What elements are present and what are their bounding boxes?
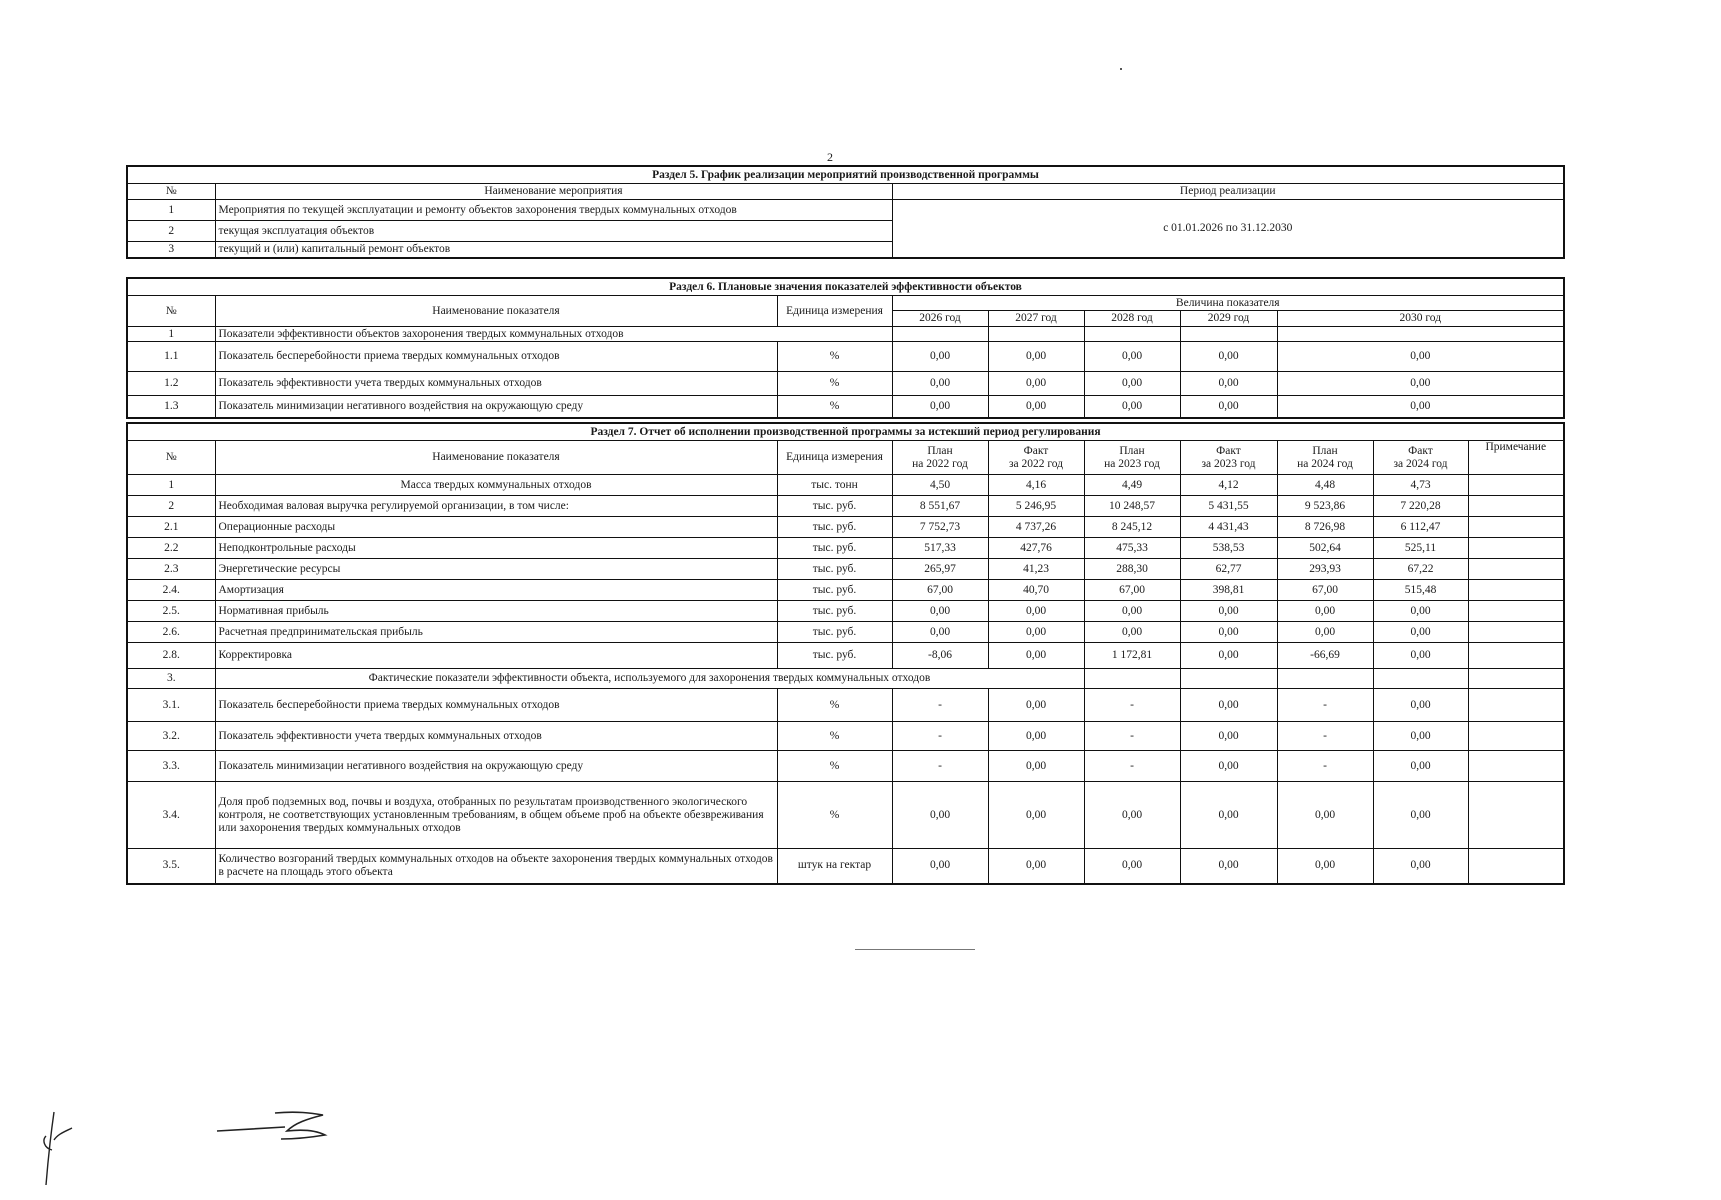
row-value: 4,50 bbox=[892, 475, 988, 496]
note-cell bbox=[1468, 722, 1564, 751]
section7-table bbox=[126, 422, 1565, 885]
section7-title: Раздел 7. Отчет об исполнении производственной программы за истекший период регулирования bbox=[127, 423, 1564, 441]
row-unit: тыс. тонн bbox=[777, 475, 892, 496]
note-cell bbox=[1468, 689, 1564, 722]
table-row bbox=[127, 849, 1564, 884]
row-value: 0,00 bbox=[892, 849, 988, 884]
table-row bbox=[127, 580, 1564, 601]
row-value: 7 220,28 bbox=[1373, 496, 1468, 517]
row-name: Неподконтрольные расходы bbox=[215, 538, 777, 559]
table-row bbox=[127, 751, 1564, 782]
row-value: - bbox=[892, 722, 988, 751]
row-name: Показатель бесперебойности приема твердых коммунальных отходов bbox=[215, 342, 777, 372]
row-value: 265,97 bbox=[892, 559, 988, 580]
row-value: 0,00 bbox=[1277, 601, 1373, 622]
empty-cell bbox=[1084, 669, 1180, 689]
section6-group-no: 1 bbox=[127, 327, 215, 342]
row-value: 0,00 bbox=[1084, 622, 1180, 643]
row-unit: тыс. руб. bbox=[777, 538, 892, 559]
table-row bbox=[127, 396, 1564, 418]
separator-line bbox=[855, 949, 975, 950]
row-value: 0,00 bbox=[1084, 342, 1180, 372]
table-row-name: текущая эксплуатация объектов bbox=[215, 221, 892, 242]
row-value: 293,93 bbox=[1277, 559, 1373, 580]
note-cell bbox=[1468, 849, 1564, 884]
row-value: 0,00 bbox=[1373, 849, 1468, 884]
row-value: 0,00 bbox=[988, 689, 1084, 722]
row-value: 0,00 bbox=[1180, 622, 1277, 643]
row-value: 62,77 bbox=[1180, 559, 1277, 580]
row-value: 427,76 bbox=[988, 538, 1084, 559]
section7-rows bbox=[127, 475, 1564, 669]
table-row bbox=[127, 475, 1564, 496]
row-value: 0,00 bbox=[988, 643, 1084, 669]
row-value: 0,00 bbox=[892, 601, 988, 622]
table-row bbox=[127, 601, 1564, 622]
row-no: 1.2 bbox=[127, 372, 215, 396]
row-value: 4,12 bbox=[1180, 475, 1277, 496]
row-unit: % bbox=[777, 396, 892, 418]
period-year: за 2023 год bbox=[1201, 457, 1256, 470]
row-value: 5 246,95 bbox=[988, 496, 1084, 517]
note-cell bbox=[1468, 559, 1564, 580]
row-name: Показатель минимизации негативного воздействия на окружающую среду bbox=[215, 751, 777, 782]
row-value: - bbox=[1277, 689, 1373, 722]
row-name: Расчетная предпринимательская прибыль bbox=[215, 622, 777, 643]
period-kind: Факт bbox=[1408, 444, 1433, 457]
row-value: 10 248,57 bbox=[1084, 496, 1180, 517]
row-value: 475,33 bbox=[1084, 538, 1180, 559]
signature-mark-right bbox=[215, 1105, 335, 1145]
empty-cell bbox=[1180, 669, 1277, 689]
table-row bbox=[127, 643, 1564, 669]
row-no: 2.1 bbox=[127, 517, 215, 538]
section6-table bbox=[126, 277, 1565, 419]
row-unit: тыс. руб. bbox=[777, 496, 892, 517]
row-value: 0,00 bbox=[988, 722, 1084, 751]
table-row bbox=[127, 689, 1564, 722]
row-name: Операционные расходы bbox=[215, 517, 777, 538]
section7-period-header bbox=[1084, 441, 1180, 475]
row-value: 0,00 bbox=[988, 751, 1084, 782]
row-value: 515,48 bbox=[1373, 580, 1468, 601]
empty-cell bbox=[1468, 669, 1564, 689]
section5-col-period: Период реализации bbox=[892, 184, 1564, 200]
table-row bbox=[127, 782, 1564, 849]
row-value: 8 551,67 bbox=[892, 496, 988, 517]
row-value: 67,22 bbox=[1373, 559, 1468, 580]
row-no: 2 bbox=[127, 496, 215, 517]
row-value: 0,00 bbox=[1084, 601, 1180, 622]
section6-group-name: Показатели эффективности объектов захоронения твердых коммунальных отходов bbox=[215, 327, 892, 342]
period-year: на 2024 год bbox=[1297, 457, 1353, 470]
row-value: 0,00 bbox=[1084, 372, 1180, 396]
row-value: 4 737,26 bbox=[988, 517, 1084, 538]
period-kind: План bbox=[927, 444, 953, 457]
table-row bbox=[127, 342, 1564, 372]
row-unit: % bbox=[777, 751, 892, 782]
row-value: 398,81 bbox=[1180, 580, 1277, 601]
row-unit: тыс. руб. bbox=[777, 580, 892, 601]
row-value: 517,33 bbox=[892, 538, 988, 559]
row-value: 0,00 bbox=[1180, 396, 1277, 418]
table-row bbox=[127, 517, 1564, 538]
row-name: Показатель эффективности учета твердых коммунальных отходов bbox=[215, 372, 777, 396]
row-value: 0,00 bbox=[1180, 751, 1277, 782]
section5-table bbox=[126, 165, 1565, 259]
row-value: 40,70 bbox=[988, 580, 1084, 601]
row-unit: тыс. руб. bbox=[777, 643, 892, 669]
row-no: 1 bbox=[127, 475, 215, 496]
table-row bbox=[127, 372, 1564, 396]
row-no: 2.2 bbox=[127, 538, 215, 559]
row-value: 4 431,43 bbox=[1180, 517, 1277, 538]
row-no: 1.3 bbox=[127, 396, 215, 418]
table-row bbox=[127, 622, 1564, 643]
period-year: за 2024 год bbox=[1393, 457, 1448, 470]
period-kind: Факт bbox=[1023, 444, 1049, 457]
section5-col-name: Наименование мероприятия bbox=[215, 184, 892, 200]
period-year: на 2022 год bbox=[912, 457, 968, 470]
row-name: Энергетические ресурсы bbox=[215, 559, 777, 580]
empty-cell bbox=[1277, 669, 1373, 689]
row-name: Количество возгораний твердых коммунальных отходов на объекте захоронения твердых коммунальных отходов в расчете на площадь этого объекта bbox=[215, 849, 777, 884]
row-value: 1 172,81 bbox=[1084, 643, 1180, 669]
row-value: 0,00 bbox=[1180, 643, 1277, 669]
row-value: 8 245,12 bbox=[1084, 517, 1180, 538]
row-no: 3.3. bbox=[127, 751, 215, 782]
table-row bbox=[127, 496, 1564, 517]
row-value: 5 431,55 bbox=[1180, 496, 1277, 517]
section7-col-no: № bbox=[127, 441, 215, 475]
row-value: 4,49 bbox=[1084, 475, 1180, 496]
row-value: 0,00 bbox=[1277, 342, 1564, 372]
row-value: 502,64 bbox=[1277, 538, 1373, 559]
period-year: на 2023 год bbox=[1104, 457, 1160, 470]
period-year: за 2022 год bbox=[1008, 457, 1064, 470]
section7-period-header bbox=[892, 441, 988, 475]
row-unit: % bbox=[777, 782, 892, 849]
section6-year: 2028 год bbox=[1084, 311, 1180, 327]
row-value: 0,00 bbox=[892, 622, 988, 643]
note-cell bbox=[1468, 580, 1564, 601]
scan-artifact-dot bbox=[1120, 68, 1122, 70]
row-value: 4,73 bbox=[1373, 475, 1468, 496]
row-value: 0,00 bbox=[892, 342, 988, 372]
row-no: 1.1 bbox=[127, 342, 215, 372]
row-no: 3.2. bbox=[127, 722, 215, 751]
note-cell bbox=[1468, 475, 1564, 496]
table-row-no: 1 bbox=[127, 200, 215, 221]
table-row-name: текущий и (или) капитальный ремонт объектов bbox=[215, 242, 892, 258]
row-value: 0,00 bbox=[988, 342, 1084, 372]
row-value: 525,11 bbox=[1373, 538, 1468, 559]
note-cell bbox=[1468, 496, 1564, 517]
row-value: -8,06 bbox=[892, 643, 988, 669]
section7-period-header bbox=[988, 441, 1084, 475]
note-cell bbox=[1468, 517, 1564, 538]
row-value: -66,69 bbox=[1277, 643, 1373, 669]
row-value: 0,00 bbox=[1277, 622, 1373, 643]
row-name: Показатель эффективности учета твердых коммунальных отходов bbox=[215, 722, 777, 751]
row-value: 0,00 bbox=[988, 622, 1084, 643]
row-no: 2.8. bbox=[127, 643, 215, 669]
row-value: - bbox=[1084, 689, 1180, 722]
row-value: - bbox=[1084, 722, 1180, 751]
row-no: 2.5. bbox=[127, 601, 215, 622]
section7-group3-no: 3. bbox=[127, 669, 215, 689]
row-value: 0,00 bbox=[988, 782, 1084, 849]
row-unit: штук на гектар bbox=[777, 849, 892, 884]
row-value: 0,00 bbox=[892, 396, 988, 418]
section6-title: Раздел 6. Плановые значения показателей эффективности объектов bbox=[127, 278, 1564, 296]
row-value: 0,00 bbox=[1373, 722, 1468, 751]
section7-rows3 bbox=[127, 689, 1564, 884]
row-value: 4,48 bbox=[1277, 475, 1373, 496]
period-kind: План bbox=[1312, 444, 1338, 457]
row-unit: тыс. руб. bbox=[777, 517, 892, 538]
row-value: 0,00 bbox=[1180, 342, 1277, 372]
row-value: 0,00 bbox=[892, 782, 988, 849]
signature-mark-left bbox=[34, 1100, 84, 1190]
row-value: 0,00 bbox=[1277, 396, 1564, 418]
row-value: 0,00 bbox=[1277, 849, 1373, 884]
note-cell bbox=[1468, 601, 1564, 622]
row-value: 0,00 bbox=[988, 849, 1084, 884]
row-value: - bbox=[1277, 751, 1373, 782]
section7-period-header bbox=[1373, 441, 1468, 475]
section6-year: 2027 год bbox=[988, 311, 1084, 327]
row-value: 0,00 bbox=[988, 372, 1084, 396]
section5-period-value: с 01.01.2026 по 31.12.2030 bbox=[892, 200, 1564, 258]
row-value: - bbox=[892, 751, 988, 782]
row-value: 538,53 bbox=[1180, 538, 1277, 559]
row-value: 0,00 bbox=[1373, 751, 1468, 782]
table-row-no: 2 bbox=[127, 221, 215, 242]
row-value: 8 726,98 bbox=[1277, 517, 1373, 538]
section6-year: 2030 год bbox=[1277, 311, 1564, 327]
row-no: 3.1. bbox=[127, 689, 215, 722]
section7-col-name: Наименование показателя bbox=[215, 441, 777, 475]
section6-col-no: № bbox=[127, 296, 215, 327]
section6-year: 2026 год bbox=[892, 311, 988, 327]
note-cell bbox=[1468, 538, 1564, 559]
row-value: 7 752,73 bbox=[892, 517, 988, 538]
row-name: Корректировка bbox=[215, 643, 777, 669]
row-name: Показатель минимизации негативного воздействия на окружающую среду bbox=[215, 396, 777, 418]
row-unit: % bbox=[777, 342, 892, 372]
row-value: 67,00 bbox=[892, 580, 988, 601]
row-unit: тыс. руб. bbox=[777, 601, 892, 622]
row-value: 6 112,47 bbox=[1373, 517, 1468, 538]
row-value: 0,00 bbox=[1180, 849, 1277, 884]
row-no: 2.6. bbox=[127, 622, 215, 643]
row-no: 3.5. bbox=[127, 849, 215, 884]
row-value: - bbox=[1277, 722, 1373, 751]
section5-title: Раздел 5. График реализации мероприятий производственной программы bbox=[127, 166, 1564, 184]
section7-period-header bbox=[1277, 441, 1373, 475]
section6-col-value: Величина показателя bbox=[892, 296, 1564, 311]
row-value: 67,00 bbox=[1084, 580, 1180, 601]
row-name: Необходимая валовая выручка регулируемой организации, в том числе: bbox=[215, 496, 777, 517]
empty-cell bbox=[988, 327, 1084, 342]
row-name: Нормативная прибыль bbox=[215, 601, 777, 622]
empty-cell bbox=[1084, 327, 1180, 342]
row-unit: % bbox=[777, 722, 892, 751]
row-value: 0,00 bbox=[1084, 396, 1180, 418]
page-number: 2 bbox=[827, 150, 833, 164]
row-value: 0,00 bbox=[1180, 722, 1277, 751]
row-unit: % bbox=[777, 372, 892, 396]
row-value: 0,00 bbox=[1373, 643, 1468, 669]
section6-col-name: Наименование показателя bbox=[215, 296, 777, 327]
table-row-no: 3 bbox=[127, 242, 215, 258]
table-row bbox=[127, 538, 1564, 559]
empty-cell bbox=[1373, 669, 1468, 689]
note-cell bbox=[1468, 622, 1564, 643]
row-value: 9 523,86 bbox=[1277, 496, 1373, 517]
row-value: - bbox=[892, 689, 988, 722]
empty-cell bbox=[1180, 327, 1277, 342]
section7-col-unit: Единица измерения bbox=[777, 441, 892, 475]
row-value: 0,00 bbox=[1180, 782, 1277, 849]
row-value: 0,00 bbox=[1373, 622, 1468, 643]
row-value: 0,00 bbox=[1373, 689, 1468, 722]
empty-cell bbox=[892, 327, 988, 342]
period-kind: План bbox=[1119, 444, 1145, 457]
row-value: 0,00 bbox=[1373, 782, 1468, 849]
row-value: 0,00 bbox=[892, 372, 988, 396]
row-name: Показатель бесперебойности приема твердых коммунальных отходов bbox=[215, 689, 777, 722]
section7-col-note: Примечание bbox=[1468, 441, 1564, 475]
row-value: 0,00 bbox=[1084, 782, 1180, 849]
empty-cell bbox=[1277, 327, 1564, 342]
table-row bbox=[127, 559, 1564, 580]
note-cell bbox=[1468, 643, 1564, 669]
row-value: 0,00 bbox=[1180, 601, 1277, 622]
section5-col-no: № bbox=[127, 184, 215, 200]
row-value: 41,23 bbox=[988, 559, 1084, 580]
section6-year: 2029 год bbox=[1180, 311, 1277, 327]
row-name: Доля проб подземных вод, почвы и воздуха, отобранных по результатам производственного экологического контроля, не соответствующих установленным требованиям, в общем объеме проб на объекте обезвреживания или захоронения твердых коммунальных отходов bbox=[215, 782, 777, 849]
row-value: 0,00 bbox=[1180, 372, 1277, 396]
row-value: 0,00 bbox=[1180, 689, 1277, 722]
row-value: 0,00 bbox=[1277, 372, 1564, 396]
row-name: Масса твердых коммунальных отходов bbox=[215, 475, 777, 496]
period-kind: Факт bbox=[1216, 444, 1241, 457]
row-value: 0,00 bbox=[1277, 782, 1373, 849]
row-value: 0,00 bbox=[1373, 601, 1468, 622]
row-value: 0,00 bbox=[1084, 849, 1180, 884]
note-cell bbox=[1468, 751, 1564, 782]
row-no: 2.3 bbox=[127, 559, 215, 580]
row-value: 67,00 bbox=[1277, 580, 1373, 601]
note-cell bbox=[1468, 782, 1564, 849]
row-no: 2.4. bbox=[127, 580, 215, 601]
table-row-name: Мероприятия по текущей эксплуатации и ремонту объектов захоронения твердых коммунальных отходов bbox=[215, 200, 892, 221]
row-name: Амортизация bbox=[215, 580, 777, 601]
section7-group3-name: Фактические показатели эффективности объекта, используемого для захоронения твердых коммунальных отходов bbox=[215, 669, 1084, 689]
row-value: 288,30 bbox=[1084, 559, 1180, 580]
row-unit: % bbox=[777, 689, 892, 722]
row-value: - bbox=[1084, 751, 1180, 782]
row-unit: тыс. руб. bbox=[777, 622, 892, 643]
row-no: 3.4. bbox=[127, 782, 215, 849]
section6-col-unit: Единица измерения bbox=[777, 296, 892, 327]
row-value: 0,00 bbox=[988, 601, 1084, 622]
row-unit: тыс. руб. bbox=[777, 559, 892, 580]
table-row bbox=[127, 722, 1564, 751]
row-value: 0,00 bbox=[988, 396, 1084, 418]
row-value: 4,16 bbox=[988, 475, 1084, 496]
section7-period-header bbox=[1180, 441, 1277, 475]
